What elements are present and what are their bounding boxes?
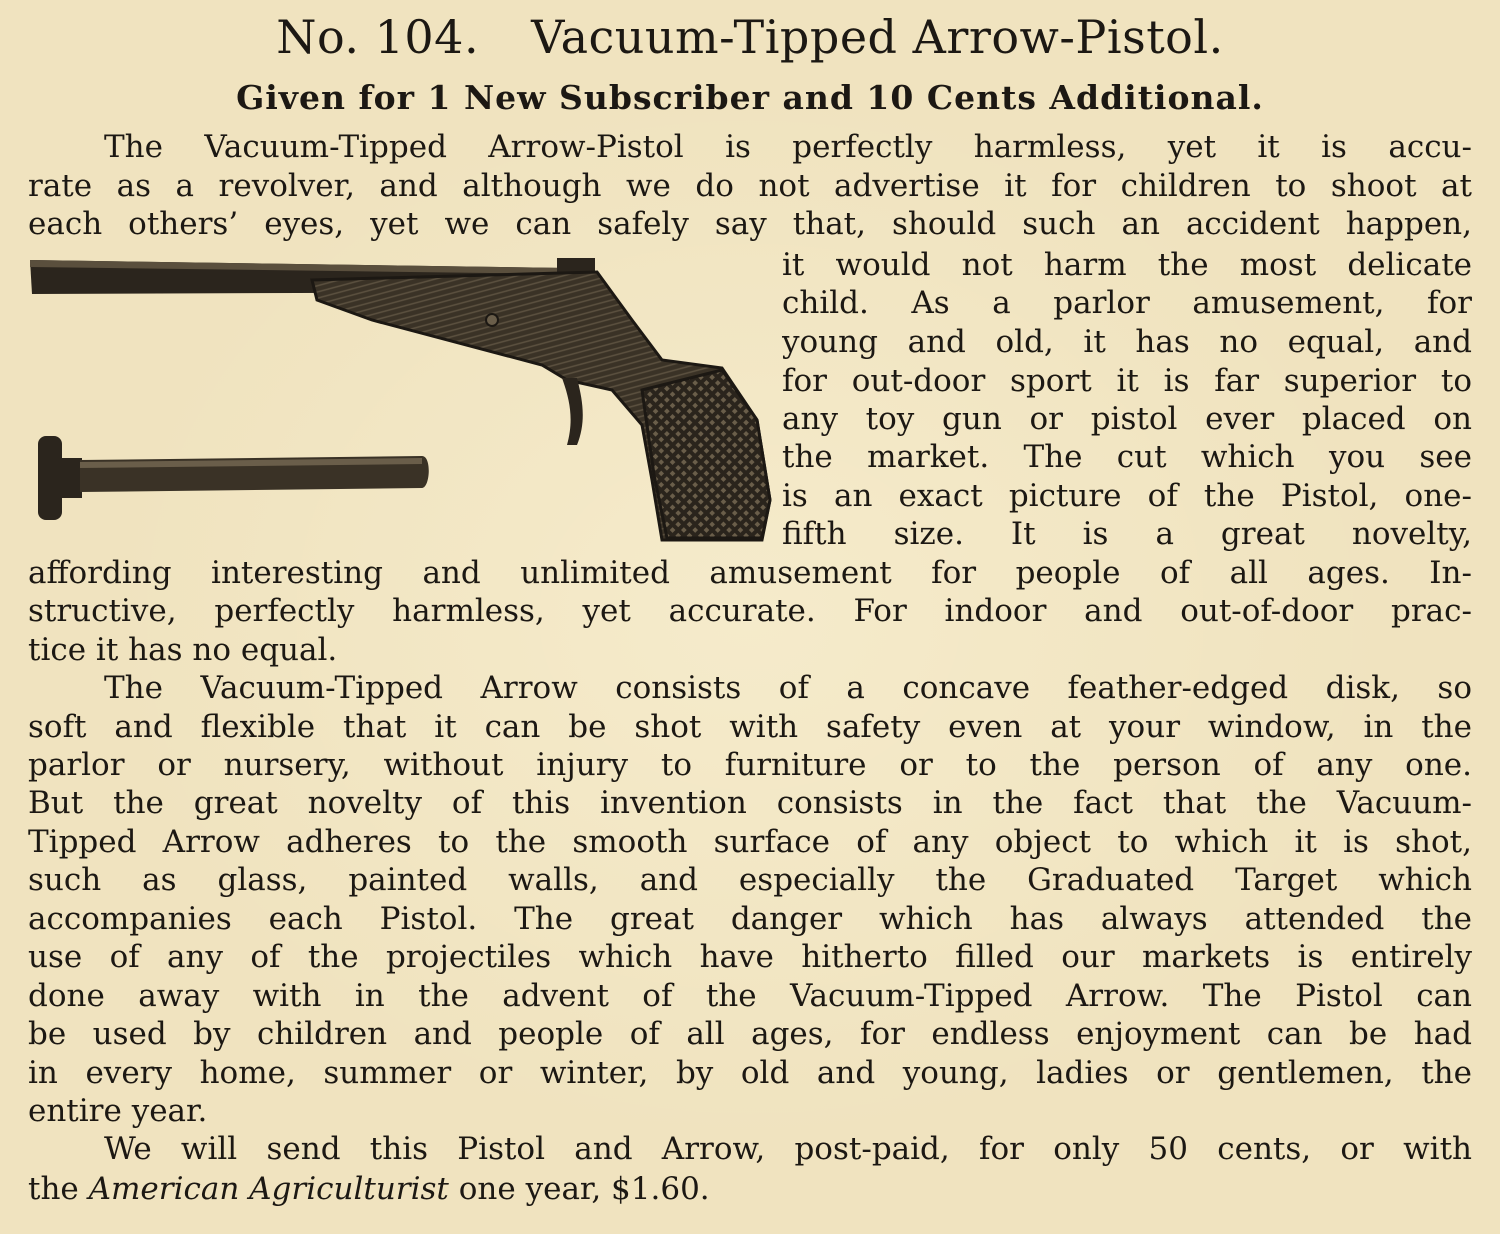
body-line: affording interesting and unlimited amusement for people of all ages. In- [28, 555, 1472, 591]
body-line: But the great novelty of this invention consists in the fact that the Vacuum- [28, 785, 1472, 821]
body-line: done away with in the advent of the Vacuum-Tipped Arrow. The Pistol can [28, 978, 1472, 1014]
body-line: The Vacuum-Tipped Arrow consists of a concave feather-edged disk, so [104, 670, 1472, 706]
pistol-arrow-illustration [22, 250, 782, 550]
body-line: the market. The cut which you see [782, 439, 1472, 475]
body-line: accompanies each Pistol. The great danger which has always attended the [28, 901, 1472, 937]
body-line: it would not harm the most delicate [782, 247, 1472, 283]
body-line: child. As a parlor amusement, for [782, 285, 1472, 321]
body-line: any toy gun or pistol ever placed on [782, 401, 1472, 437]
body-line: in every home, summer or winter, by old and young, ladies or gentlemen, the [28, 1055, 1472, 1091]
ad-title [0, 10, 1500, 64]
publication-name: American Agriculturist [88, 1171, 449, 1207]
body-line: parlor or nursery, without injury to furniture or to the person of any one. [28, 747, 1472, 783]
final-line-prefix: the [28, 1171, 79, 1207]
body-line: each others’ eyes, yet we can safely say that, should such an accident happen, [28, 206, 1472, 242]
body-line: be used by children and people of all ages, for endless enjoyment can be had [28, 1016, 1472, 1052]
body-line: for out-door sport it is far superior to [782, 363, 1472, 399]
final-line-price: one year, $1.60. [458, 1171, 710, 1207]
body-line: tice it has no equal. [28, 632, 338, 668]
body-line: rate as a revolver, and although we do not advertise it for children to shoot at [28, 168, 1472, 204]
body-line: Tipped Arrow adheres to the smooth surface of any object to which it is shot, [28, 824, 1472, 860]
body-line: is an exact picture of the Pistol, one- [782, 478, 1472, 514]
body-line: such as glass, painted walls, and especially the Graduated Target which [28, 862, 1472, 898]
item-title: Vacuum-Tipped Arrow-Pistol. [531, 10, 1224, 64]
arrow-illustration [38, 436, 429, 520]
body-line: We will send this Pistol and Arrow, post-paid, for only 50 cents, or with [104, 1131, 1472, 1167]
final-line [28, 1170, 1472, 1208]
body-line: The Vacuum-Tipped Arrow-Pistol is perfectly harmless, yet it is accu- [104, 129, 1472, 165]
body-line: use of any of the projectiles which have hitherto filled our markets is entirely [28, 939, 1472, 975]
ad-subtitle: Given for 1 New Subscriber and 10 Cents Additional. [236, 78, 1264, 117]
body-line: young and old, it has no equal, and [782, 324, 1472, 360]
body-line: structive, perfectly harmless, yet accurate. For indoor and out-of-door prac- [28, 593, 1472, 629]
body-line: fifth size. It is a great novelty, [782, 516, 1472, 552]
body-line: soft and flexible that it can be shot with safety even at your window, in the [28, 709, 1472, 745]
pistol-illustration [30, 258, 770, 540]
body-line: entire year. [28, 1093, 208, 1129]
item-number: No. 104. [276, 10, 480, 64]
